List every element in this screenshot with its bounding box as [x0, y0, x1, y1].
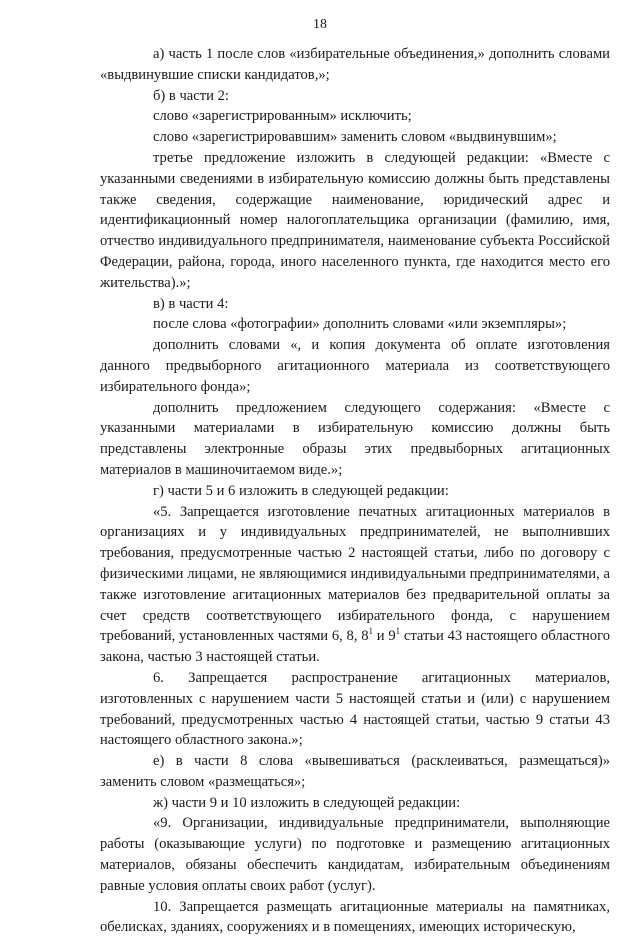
paragraph-b-3: третье предложение изложить в следующей редакции: «Вместе с указанными сведениями в избирательную комиссию должны быть представлены также сведения, содержащие наименование, юридический адрес и идентификационный номер налогоплательщика организации (фамилию, имя, отчество индивидуального предпринимателя, наименование субъекта Российской Федерации, района, города, иного населенного пункта, где находится место его жительства).»; [100, 149, 610, 291]
part-5-text-middle: и 9 [373, 628, 396, 645]
superscript-8-1: 1 [368, 626, 374, 637]
paragraph-e: е) в части 8 слова «вывешиваться (расклеиваться, размещаться)» заменить словом «размещаться»; [100, 753, 610, 790]
part-5-text-before: «5. Запрещается изготовление печатных агитационных материалов в организациях и у индивидуальных предпринимателей, не выполнивших требования, предусмотренные частью 2 настоящей статьи, либо по договору с физическими лицами, не являющимися индивидуальными предпринимателями, а также изготовление агитационных материалов без предварительной оплаты за счет средств соответствующего избирательного фонда, с нарушением требований, установленных частями 6, 8, 8 [100, 503, 610, 645]
superscript-9-1: 1 [395, 626, 401, 637]
paragraph-v-1: после слова «фотографии» дополнить словами «или экземпляры»; [153, 316, 567, 333]
paragraph-v-3: дополнить предложением следующего содержания: «Вместе с указанными материалами в избирательную комиссию должны быть представлены электронные образы этих предвыборных агитационных материалов в машиночитаемом виде.»; [100, 399, 610, 478]
paragraph-a: а) часть 1 после слов «избирательные объединения,» дополнить словами «выдвинувшие списки кандидатов,»; [100, 46, 610, 83]
page-number: 18 [313, 17, 327, 32]
paragraph-v: в) в части 4: [153, 295, 229, 312]
paragraph-v-2: дополнить словами «, и копия документа об оплате изготовления данного предвыборного агитационного материала из соответствующего избирательного фонда»; [100, 337, 610, 395]
paragraph-b-1: слово «зарегистрированным» исключить; [153, 108, 412, 125]
paragraph-part-5 [100, 502, 610, 668]
paragraph-zh: ж) части 9 и 10 изложить в следующей редакции: [153, 794, 461, 811]
paragraph-b-2: слово «зарегистрировавшим» заменить словом «выдвинувшим»; [153, 129, 557, 146]
paragraph-b: б) в части 2: [153, 87, 229, 104]
paragraph-part-10: 10. Запрещается размещать агитационные материалы на памятниках, обелисках, зданиях, сооружениях и в помещениях, имеющих историческую, [100, 898, 610, 936]
paragraph-g: г) части 5 и 6 изложить в следующей редакции: [153, 482, 449, 499]
document-body [100, 44, 610, 938]
paragraph-part-6: 6. Запрещается распространение агитационных материалов, изготовленных с нарушением части 5 настоящей статьи и (или) с нарушением требований, предусмотренных частью 4 настоящей статьи, частью 9 статьи 43 настоящего областного закона.»; [100, 669, 610, 749]
paragraph-part-9: «9. Организации, индивидуальные предприниматели, выполняющие работы (оказывающие услуги) по подготовке и размещению агитационных материалов, обязаны обеспечить кандидатам, избирательным объединениям равные условия оплаты своих работ (услуг). [100, 815, 610, 894]
part-5-text-after: статьи 43 настоящего областного закона, частью 3 настоящей статьи. [100, 628, 610, 666]
